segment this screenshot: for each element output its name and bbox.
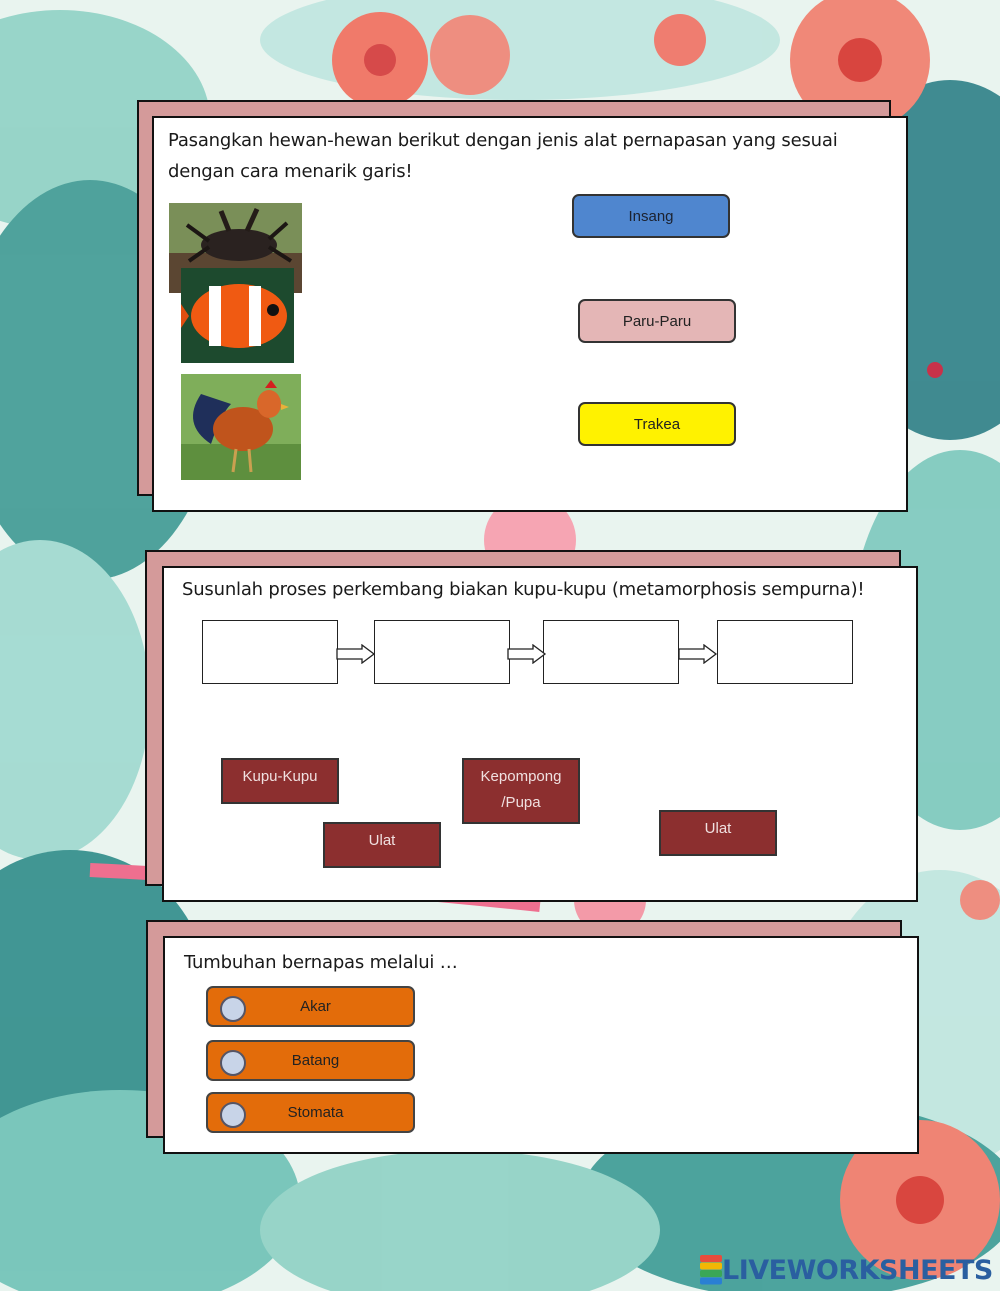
radio-button[interactable] xyxy=(220,1102,246,1128)
drop-slot-1[interactable] xyxy=(202,620,338,684)
option-label: Stomata xyxy=(287,1104,344,1121)
drag-card-ulat-2[interactable]: Ulat xyxy=(659,810,777,856)
drag-card-kepompong-pupa[interactable]: Kepompong /Pupa xyxy=(462,758,580,824)
target-insang[interactable]: Insang xyxy=(572,194,730,238)
target-paru-paru[interactable]: Paru-Paru xyxy=(578,299,736,343)
ordering-card xyxy=(162,566,918,902)
option-batang[interactable] xyxy=(206,1040,415,1081)
rooster-image[interactable] xyxy=(181,374,301,480)
ordering-prompt: Susunlah proses perkembang biakan kupu-kupu (metamorphosis sempurna)! xyxy=(182,579,865,600)
drop-slot-2[interactable] xyxy=(374,620,510,684)
option-stomata[interactable] xyxy=(206,1092,415,1133)
drag-card-ulat[interactable]: Ulat xyxy=(323,822,441,868)
option-label: Batang xyxy=(291,1052,340,1069)
prompt-line-1: Pasangkan hewan-hewan berikut dengan jenis alat pernapasan yang sesuai xyxy=(168,130,838,151)
clownfish-image[interactable] xyxy=(181,268,294,363)
matching-card xyxy=(152,116,908,512)
liveworksheets-logo xyxy=(700,1254,993,1286)
target-trakea[interactable]: Trakea xyxy=(578,402,736,446)
brand-name: LIVEWORKSHEETS xyxy=(722,1254,993,1286)
drop-slot-4[interactable] xyxy=(717,620,853,684)
prompt-line-2: dengan cara menarik garis! xyxy=(168,161,413,182)
option-akar[interactable] xyxy=(206,986,415,1027)
arrow-right-icon xyxy=(678,644,718,664)
drag-card-kupu-kupu[interactable]: Kupu-Kupu xyxy=(221,758,339,804)
arrow-right-icon xyxy=(507,644,547,664)
choice-prompt: Tumbuhan bernapas melalui … xyxy=(184,952,458,973)
live-badge-icon xyxy=(700,1255,722,1285)
drop-slot-3[interactable] xyxy=(543,620,679,684)
radio-button[interactable] xyxy=(220,1050,246,1076)
option-label: Akar xyxy=(300,998,331,1015)
radio-button[interactable] xyxy=(220,996,246,1022)
matching-prompt xyxy=(168,125,888,187)
arrow-right-icon xyxy=(336,644,376,664)
